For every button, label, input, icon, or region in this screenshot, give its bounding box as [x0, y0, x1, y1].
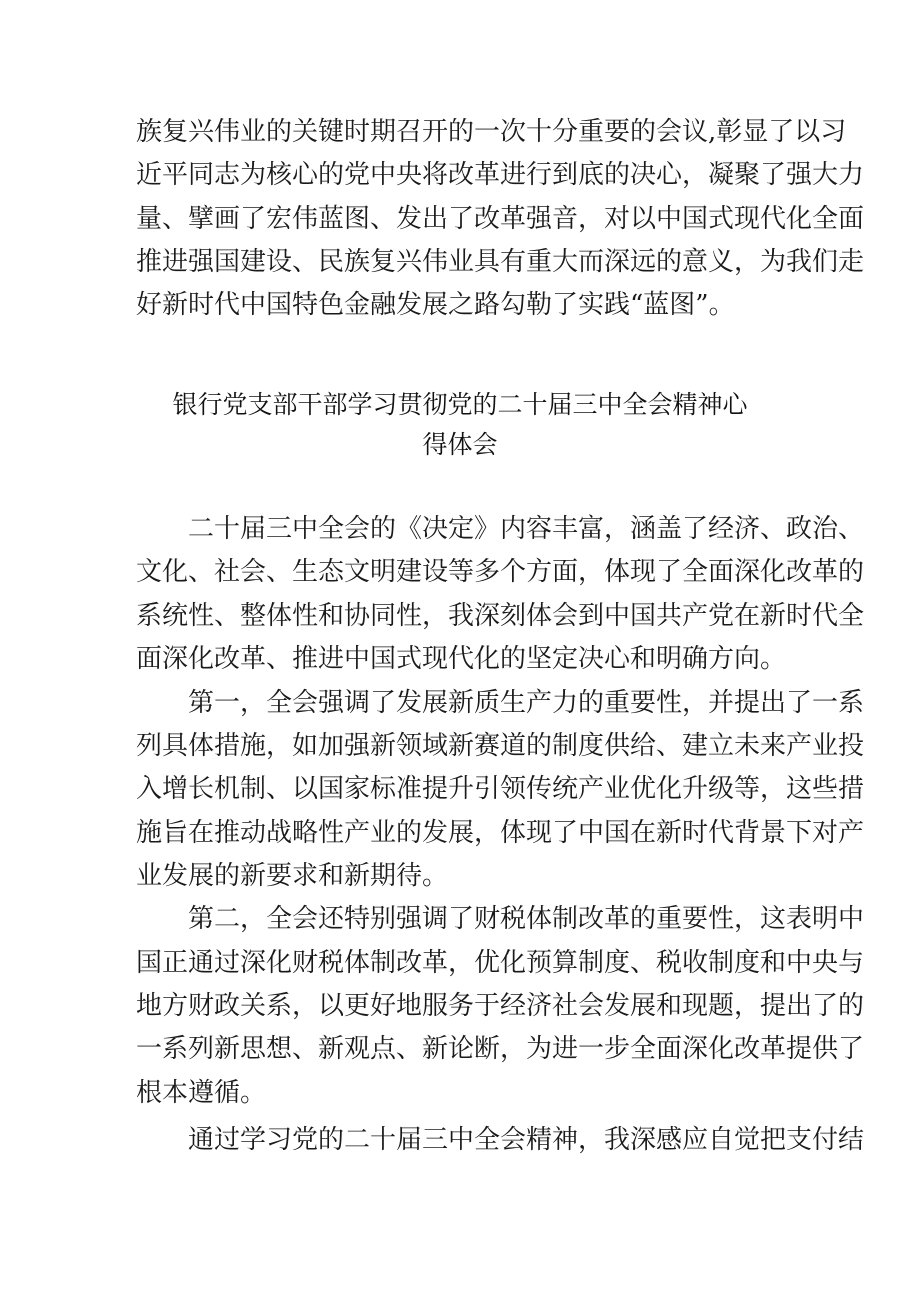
intro-line: 族复兴伟业的关键时期召开的一次十分重要的会议,彰显了以习 [136, 117, 847, 147]
paragraph-line: 入增长机制、以国家标准提升引领传统产业优化升级等，这些措 [136, 774, 865, 804]
article-title-continued: 得体会 [422, 430, 498, 459]
intro-line: 近平同志为核心的党中央将改革进行到底的决心，凝聚了强大力 [136, 160, 865, 190]
paragraph-line: 文化、社会、生态文明建设等多个方面，体现了全面深化改革的 [136, 557, 865, 587]
paragraph-line: 第二，全会还特别强调了财税体制改革的重要性，这表明中 [188, 904, 865, 934]
paragraph-line: 施旨在推动战略性产业的发展，体现了中国在新时代背景下对产 [136, 818, 865, 848]
paragraph-line: 根本遵循。 [136, 1078, 267, 1108]
paragraph-line: 一系列新思想、新观点、新论断，为进一步全面深化改革提供了 [136, 1034, 865, 1064]
paragraph-line: 二十届三中全会的《决定》内容丰富，涵盖了经济、政治、 [188, 514, 865, 544]
paragraph-line: 系统性、整体性和协同性，我深刻体会到中国共产党在新时代全 [136, 601, 865, 631]
paragraph-line: 面深化改革、推进中国式现代化的坚定决心和明确方向。 [136, 644, 787, 674]
intro-line: 好新时代中国特色金融发展之路勾勒了实践“蓝图”。 [136, 290, 735, 320]
paragraph-line: 列具体措施，如加强新领域新赛道的制度供给、建立未来产业投 [136, 731, 865, 761]
paragraph-line: 通过学习党的二十届三中全会精神，我深感应自觉把支付结 [188, 1125, 865, 1155]
paragraph-line: 国正通过深化财税体制改革，优化预算制度、税收制度和中央与 [136, 948, 865, 978]
paragraph-line: 业发展的新要求和新期待。 [136, 861, 449, 891]
paragraph-line: 地方财政关系，以更好地服务于经济社会发展和现题，提出了的 [136, 991, 865, 1021]
intro-line: 量、擘画了宏伟蓝图、发出了改革强音，对以中国式现代化全面 [136, 204, 865, 234]
article-title: 银行党支部干部学习贯彻党的二十届三中全会精神心 [172, 390, 748, 419]
intro-line: 推进强国建设、民族复兴伟业具有重大而深远的意义，为我们走 [136, 247, 865, 277]
paragraph-line: 第一，全会强调了发展新质生产力的重要性，并提出了一系 [188, 688, 865, 718]
